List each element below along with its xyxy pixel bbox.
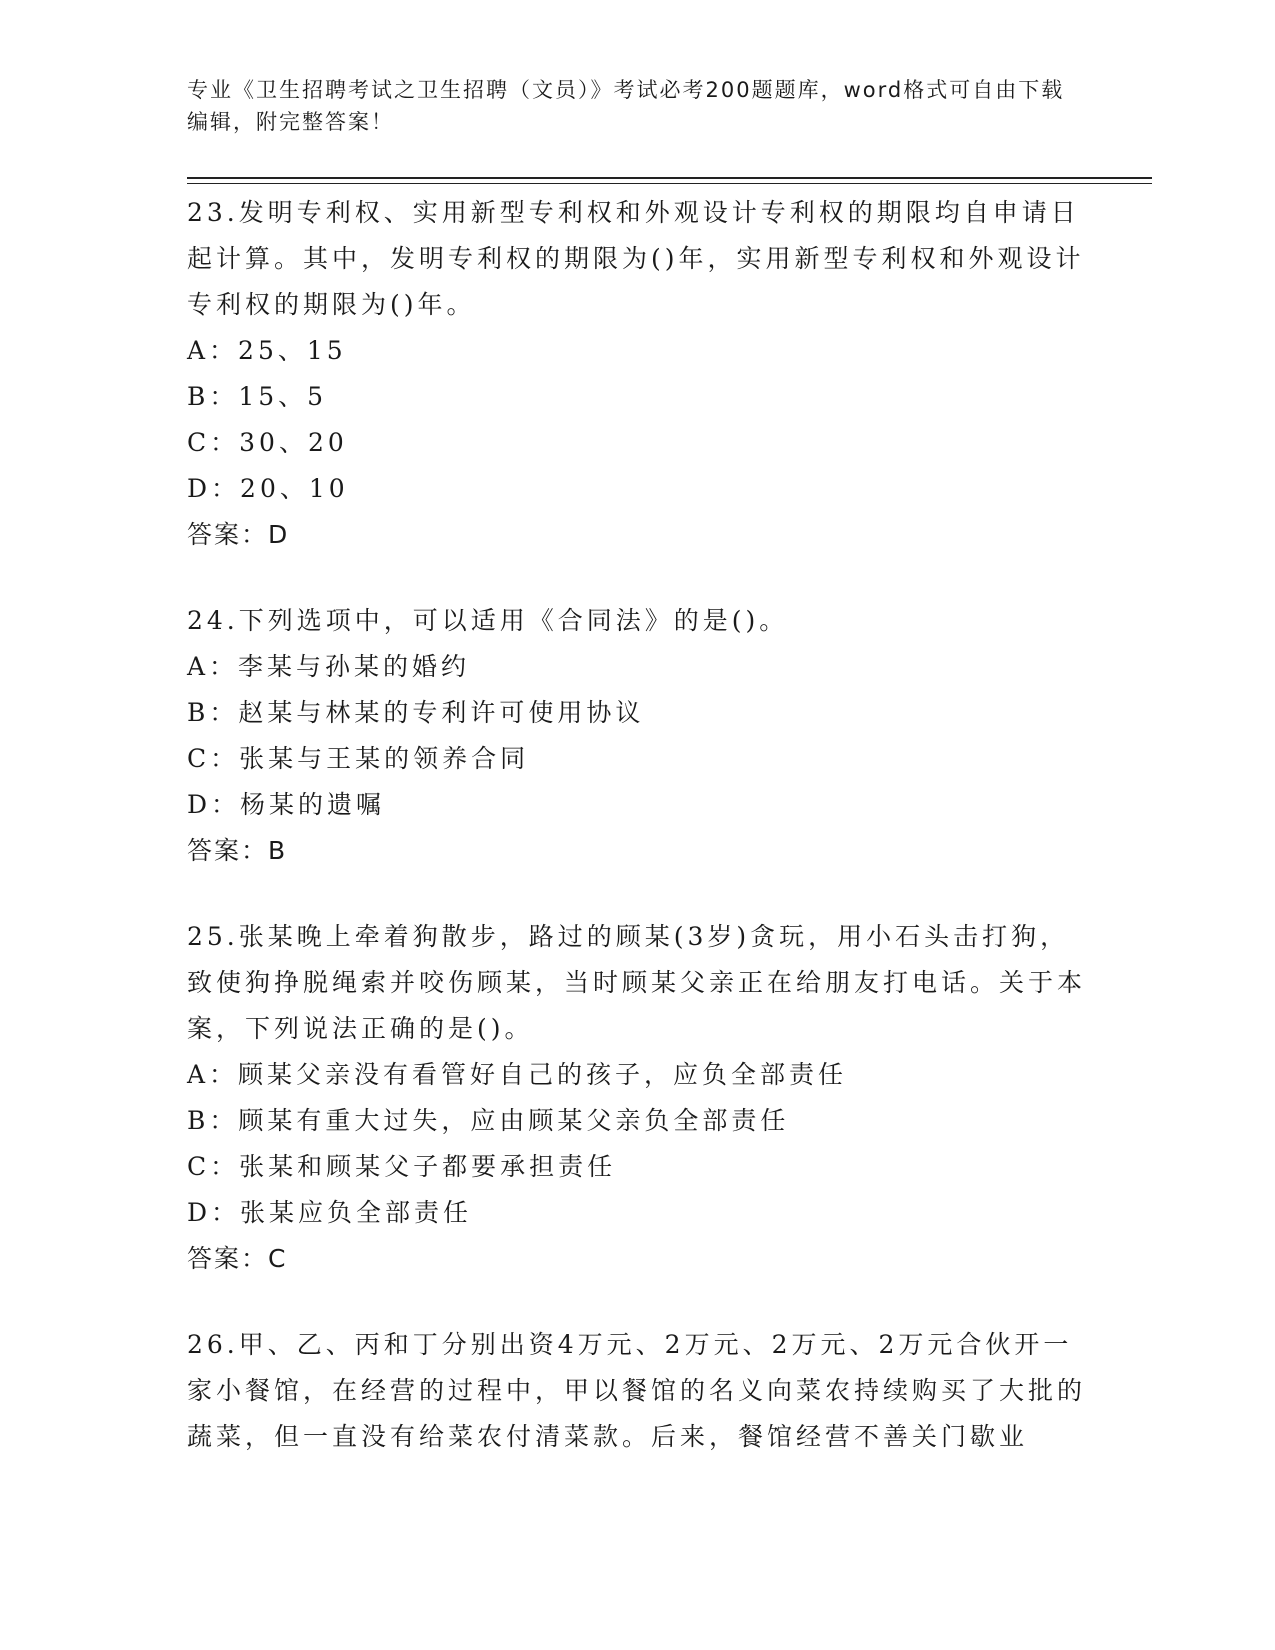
question-24 — [187, 598, 1087, 874]
question-stem: 24.下列选项中，可以适用《合同法》的是()。 — [187, 606, 789, 635]
question-stem: 23.发明专利权、实用新型专利权和外观设计专利权的期限均自申请日起计算。其中，发明专利权的期限为()年，实用新型专利权和外观设计专利权的期限为()年。 — [187, 198, 1085, 319]
option-b: B：15、5 — [187, 382, 328, 411]
option-d: D：杨某的遗嘱 — [187, 790, 386, 819]
question-26 — [187, 1322, 1087, 1460]
question-stem: 26.甲、乙、丙和丁分别出资4万元、2万元、2万元、2万元合伙开一家小餐馆，在经营的过程中，甲以餐馆的名义向菜农持续购买了大批的蔬菜，但一直没有给菜农付清菜款。后来，餐馆经营不善关门歇业 — [187, 1330, 1087, 1451]
option-b: B：赵某与林某的专利许可使用协议 — [187, 698, 645, 727]
option-b: B：顾某有重大过失，应由顾某父亲负全部责任 — [187, 1106, 790, 1135]
answer: 答案：D — [187, 520, 290, 549]
question-25 — [187, 914, 1087, 1282]
question-stem: 25.张某晚上牵着狗散步，路过的顾某(3岁)贪玩，用小石头击打狗，致使狗挣脱绳索并咬伤顾某，当时顾某父亲正在给朋友打电话。关于本案，下列说法正确的是()。 — [187, 922, 1087, 1043]
answer: 答案：C — [187, 1244, 288, 1273]
option-a: A：25、15 — [187, 336, 347, 365]
option-a: A：顾某父亲没有看管好自己的孩子，应负全部责任 — [187, 1060, 848, 1089]
header-divider-thick — [187, 177, 1152, 179]
option-c: C：张某与王某的领养合同 — [187, 744, 530, 773]
document-header: 专业《卫生招聘考试之卫生招聘（文员）》考试必考200题题库，word格式可自由下载编辑，附完整答案！ — [187, 78, 1065, 134]
answer: 答案：B — [187, 836, 288, 865]
question-23 — [187, 190, 1087, 558]
header-divider-thin — [187, 183, 1152, 184]
question-list — [187, 190, 1087, 1500]
option-c: C：张某和顾某父子都要承担责任 — [187, 1152, 617, 1181]
option-d: D：张某应负全部责任 — [187, 1198, 473, 1227]
option-d: D：20、10 — [187, 474, 349, 503]
option-a: A：李某与孙某的婚约 — [187, 652, 471, 681]
option-c: C：30、20 — [187, 428, 348, 457]
